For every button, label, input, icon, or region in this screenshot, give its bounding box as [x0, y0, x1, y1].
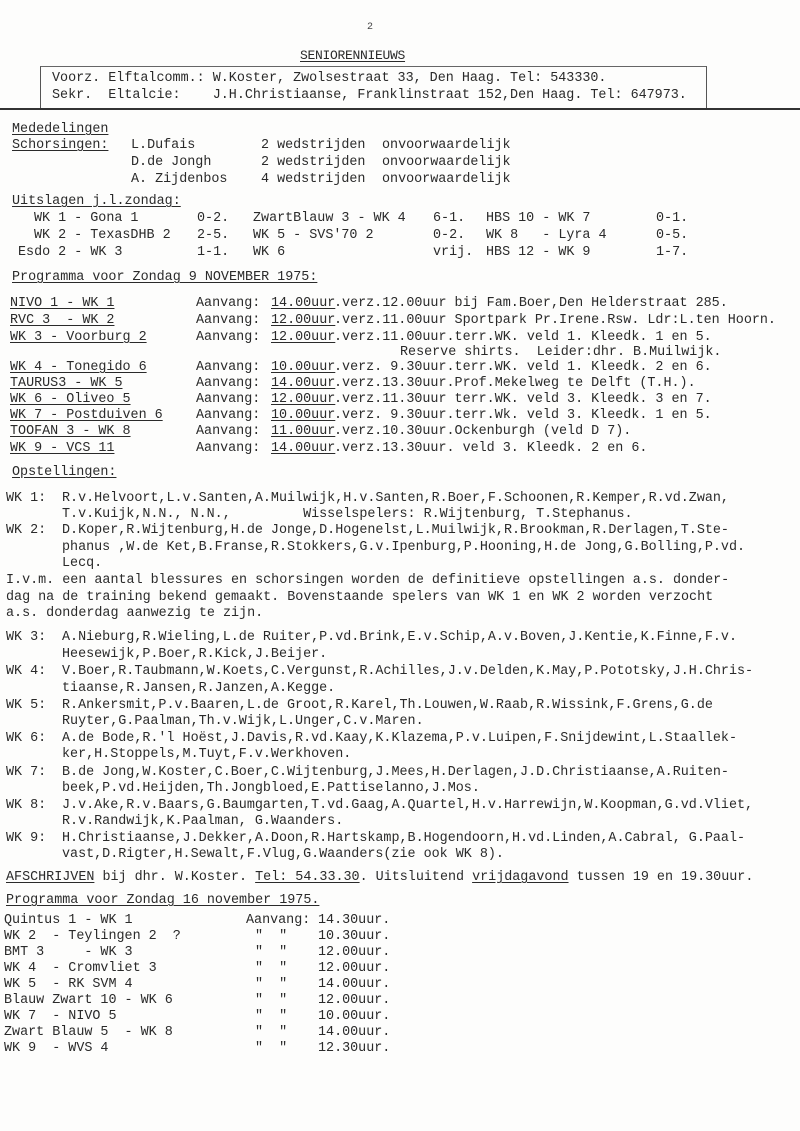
afschrijven-label: AFSCHRIJVEN: [6, 870, 95, 885]
lineup-line: V.Boer,R.Taubmann,W.Koets,C.Vergunst,R.Achilles,J.v.Delden,K.May,P.Pototsky,J.H.Chris-: [62, 664, 754, 679]
fixture-time: 10.30uur.: [318, 929, 391, 944]
lineup-line: R.v.Helvoort,L.v.Santen,A.Muilwijk,H.v.Santen,R.Boer,F.Schoonen,R.Kemper,R.vd.Zwan,: [62, 491, 729, 506]
fixture-match: WK 9 - VCS 11: [10, 441, 115, 456]
result-score: 1-1.: [197, 245, 230, 260]
schorsing-name: L.Dufais: [131, 138, 196, 153]
lineup-line: J.v.Ake,R.v.Baars,G.Baumgarten,T.vd.Gaag,A.Quartel,H.v.Harrewijn,W.Koopman,G.vd.Vliet,: [62, 798, 754, 813]
ditto-mark: " ": [255, 1009, 288, 1024]
result-score: vrij.: [433, 245, 474, 260]
fixture-details: .verz.12.00uur bij Fam.Boer,Den Helderstraat 285.: [334, 296, 728, 311]
afschrijven-text: bij dhr. W.Koster.: [94, 870, 256, 885]
ditto-mark: " ": [255, 993, 288, 1008]
result-match: HBS 10 - WK 7: [486, 211, 591, 226]
lineup-line: A.Nieburg,R.Wieling,L.de Ruiter,P.vd.Brink,E.v.Schip,A.v.Boven,J.Kentie,K.Finne,F.v.: [62, 630, 737, 645]
lineup-line: D.Koper,R.Wijtenburg,H.de Jonge,D.Hogenelst,L.Muilwijk,R.Brookman,R.Derlagen,T.Ste-: [62, 523, 729, 538]
fixture-time: 14.00uur: [271, 296, 336, 311]
header-sekr: Sekr. Eltalcie: J.H.Christiaanse, Franklinstraat 152,Den Haag. Tel: 647973.: [52, 88, 687, 103]
fixture-details: .verz.11.30uur terr.WK. veld 3. Kleedk. 3 en 7.: [334, 392, 712, 407]
fixture-match: RVC 3 - WK 2: [10, 313, 115, 328]
fixture-match: Quintus 1 - WK 1: [4, 913, 133, 928]
fixture-details: .verz.10.30uur.Ockenburgh (veld D 7).: [334, 424, 632, 439]
team-label: WK 2:: [6, 523, 47, 538]
aanvang-label: Aanvang:: [196, 441, 261, 456]
fixture-match: WK 4 - Tonegido 6: [10, 360, 147, 375]
lineup-line: beek,P.vd.Heijden,Th.Jongbloed,E.Pattiselanno,J.Mos.: [62, 781, 480, 796]
result-match: ZwartBlauw 3 - WK 4: [253, 211, 406, 226]
aanvang-label: Aanvang:: [246, 913, 311, 928]
team-label: WK 6:: [6, 731, 47, 746]
fixture-match: WK 2 - Teylingen 2 ?: [4, 929, 181, 944]
fixture-details: .verz. 9.30uur.terr.WK. veld 1. Kleedk. 2 en 6.: [334, 360, 712, 375]
schorsing-type: onvoorwaardelijk: [382, 138, 511, 153]
afschrijven-text: tussen 19 en 19.30uur.: [568, 870, 754, 885]
result-match: WK 6: [253, 245, 286, 260]
result-score: 2-5.: [197, 228, 230, 243]
fixture-time: 12.00uur: [271, 392, 336, 407]
header-divider: [0, 108, 800, 110]
lineup-line: phanus ,W.de Ket,B.Franse,R.Stokkers,G.v.Ipenburg,P.Hooning,H.de Jong,G.Bolling,P.vd.: [62, 540, 746, 555]
opstellingen-note: I.v.m. een aantal blessures en schorsingen worden de definitieve opstellingen a.s. donder-: [6, 573, 730, 588]
fixture-match: WK 6 - Oliveo 5: [10, 392, 131, 407]
lineup-line: Heesewijk,P.Boer,R.Kick,J.Beijer.: [62, 647, 328, 662]
ditto-mark: " ": [255, 1025, 288, 1040]
fixture-match: NIVO 1 - WK 1: [10, 296, 115, 311]
aanvang-label: Aanvang:: [196, 330, 261, 345]
lineup-line: A.de Bode,R.'l Hoëst,J.Davis,R.vd.Kaay,K.Klazema,P.v.Luipen,F.Snijdewint,L.Staallek-: [62, 731, 737, 746]
lineup-line: Lecq.: [62, 556, 103, 571]
result-match: WK 1 - Gona 1: [34, 211, 139, 226]
fixture-time: 10.00uur.: [318, 1009, 391, 1024]
fixture-time: 12.00uur.: [318, 945, 391, 960]
afschrijven-day: vrijdagavond: [472, 870, 569, 885]
header-voorz: Voorz. Elftalcomm.: W.Koster, Zwolsestraat 33, Den Haag. Tel: 543330.: [52, 71, 607, 86]
fixture-match: TOOFAN 3 - WK 8: [10, 424, 131, 439]
result-score: 0-2.: [433, 228, 466, 243]
result-match: WK 8 - Lyra 4: [486, 228, 607, 243]
fixture-match: Zwart Blauw 5 - WK 8: [4, 1025, 173, 1040]
result-match: Esdo 2 - WK 3: [18, 245, 123, 260]
schorsingen-label: Schorsingen:: [12, 138, 109, 153]
schorsing-count: 4 wedstrijden: [261, 172, 366, 187]
aanvang-label: Aanvang:: [196, 392, 261, 407]
opstellingen-heading: Opstellingen:: [12, 465, 117, 480]
team-label: WK 3:: [6, 630, 47, 645]
aanvang-label: Aanvang:: [196, 313, 261, 328]
uitslagen-heading: Uitslagen j.l.zondag:: [12, 194, 181, 209]
afschrijven-tel: Tel: 54.33.30: [255, 870, 360, 885]
result-match: WK 2 - TexasDHB 2: [34, 228, 171, 243]
fixture-match: Blauw Zwart 10 - WK 6: [4, 993, 173, 1008]
fixture-match: WK 9 - WVS 4: [4, 1041, 109, 1056]
result-score: 0-1.: [656, 211, 689, 226]
fixture-time: 14.00uur: [271, 376, 336, 391]
fixture-time: 10.00uur: [271, 408, 336, 423]
programma-2-heading: Programma voor Zondag 16 november 1975.: [6, 893, 320, 908]
result-score: 0-2.: [197, 211, 230, 226]
lineup-line: Ruyter,G.Paalman,Th.v.Wijk,L.Unger,C.v.Maren.: [62, 714, 424, 729]
fixture-details: .verz.13.30uur.Prof.Mekelweg te Delft (T.H.).: [334, 376, 696, 391]
afschrijven-text: . Uitsluitend: [359, 870, 473, 885]
result-score: 0-5.: [656, 228, 689, 243]
ditto-mark: " ": [255, 945, 288, 960]
aanvang-label: Aanvang:: [196, 296, 261, 311]
fixture-extra: Reserve shirts. Leider:dhr. B.Muilwijk.: [400, 345, 722, 360]
opstellingen-note: dag na de training bekend gemaakt. Bovenstaande spelers van WK 1 en WK 2 worden verzocht: [6, 590, 714, 605]
lineup-line: B.de Jong,W.Koster,C.Boer,C.Wijtenburg,J.Mees,H.Derlagen,J.D.Christiaanse,A.Ruiten-: [62, 765, 729, 780]
fixture-match: BMT 3 - WK 3: [4, 945, 133, 960]
fixture-match: TAURUS3 - WK 5: [10, 376, 123, 391]
fixture-details: .verz.11.00uur.terr.WK. veld 1. Kleedk. 1 en 5.: [334, 330, 712, 345]
team-label: WK 4:: [6, 664, 47, 679]
fixture-time: 10.00uur: [271, 360, 336, 375]
fixture-time: 12.00uur.: [318, 961, 391, 976]
lineup-line: tiaanse,R.Jansen,R.Janzen,A.Kegge.: [62, 681, 336, 696]
fixture-details: .verz.13.30uur. veld 3. Kleedk. 2 en 6.: [334, 441, 648, 456]
fixture-time: 12.00uur.: [318, 993, 391, 1008]
fixture-details: .verz. 9.30uur.terr.Wk. veld 3. Kleedk. 1 en 5.: [334, 408, 712, 423]
aanvang-label: Aanvang:: [196, 376, 261, 391]
lineup-line: R.Ankersmit,P.v.Baaren,L.de Groot,R.Karel,Th.Louwen,W.Raab,R.Wissink,F.Grens,G.de: [62, 698, 713, 713]
aanvang-label: Aanvang:: [196, 408, 261, 423]
fixture-match: WK 4 - Cromvliet 3: [4, 961, 157, 976]
team-label: WK 7:: [6, 765, 47, 780]
lineup-line: R.v.Randwijk,K.Paalman, G.Waanders.: [62, 814, 344, 829]
fixture-match: WK 3 - Voorburg 2: [10, 330, 147, 345]
team-label: WK 8:: [6, 798, 47, 813]
fixture-time: 14.00uur.: [318, 1025, 391, 1040]
result-score: 6-1.: [433, 211, 466, 226]
fixture-details: .verz.11.00uur Sportpark Pr.Irene.Rsw. Ldr:L.ten Hoorn.: [334, 313, 776, 328]
page-number-mark: 2: [367, 22, 374, 33]
schorsing-name: A. Zijdenbos: [131, 172, 228, 187]
lineup-line: vast,D.Rigter,H.Sewalt,F.Vlug,G.Waanders(zie ook WK 8).: [62, 847, 504, 862]
fixture-time: 14.00uur: [271, 441, 336, 456]
aanvang-label: Aanvang:: [196, 424, 261, 439]
ditto-mark: " ": [255, 961, 288, 976]
afschrijven-line: [6, 870, 753, 886]
ditto-mark: " ": [255, 1041, 288, 1056]
schorsing-name: D.de Jongh: [131, 155, 212, 170]
opstellingen-note: a.s. donderdag aanwezig te zijn.: [6, 606, 264, 621]
fixture-time: 12.00uur: [271, 330, 336, 345]
schorsing-count: 2 wedstrijden: [261, 138, 366, 153]
result-match: WK 5 - SVS'70 2: [253, 228, 374, 243]
lineup-line: ker,H.Stoppels,M.Tuyt,F.v.Werkhoven.: [62, 747, 352, 762]
lineup-line: H.Christiaanse,J.Dekker,A.Doon,R.Hartskamp,B.Hogendoorn,H.vd.Linden,A.Cabral, G.Paal-: [62, 831, 746, 846]
fixture-match: WK 5 - RK SVM 4: [4, 977, 133, 992]
team-label: WK 5:: [6, 698, 47, 713]
aanvang-label: Aanvang:: [196, 360, 261, 375]
result-match: HBS 12 - WK 9: [486, 245, 591, 260]
schorsing-type: onvoorwaardelijk: [382, 172, 511, 187]
ditto-mark: " ": [255, 977, 288, 992]
fixture-match: WK 7 - Postduiven 6: [10, 408, 163, 423]
team-label: WK 9:: [6, 831, 47, 846]
fixture-time: 11.00uur: [271, 424, 336, 439]
fixture-time: 14.00uur.: [318, 977, 391, 992]
ditto-mark: " ": [255, 929, 288, 944]
fixture-time: 14.30uur.: [318, 913, 391, 928]
schorsing-count: 2 wedstrijden: [261, 155, 366, 170]
result-score: 1-7.: [656, 245, 689, 260]
schorsing-type: onvoorwaardelijk: [382, 155, 511, 170]
fixture-time: 12.00uur: [271, 313, 336, 328]
page-title: SENIORENNIEUWS: [300, 48, 406, 63]
team-label: WK 1:: [6, 491, 47, 506]
mededelingen-heading: Mededelingen: [12, 122, 109, 137]
lineup-line: T.v.Kuijk,N.N., N.N., Wisselspelers: R.Wijtenburg, T.Stephanus.: [62, 507, 633, 522]
fixture-time: 12.30uur.: [318, 1041, 391, 1056]
fixture-match: WK 7 - NIVO 5: [4, 1009, 117, 1024]
programma-1-heading: Programma voor Zondag 9 NOVEMBER 1975:: [12, 270, 318, 285]
